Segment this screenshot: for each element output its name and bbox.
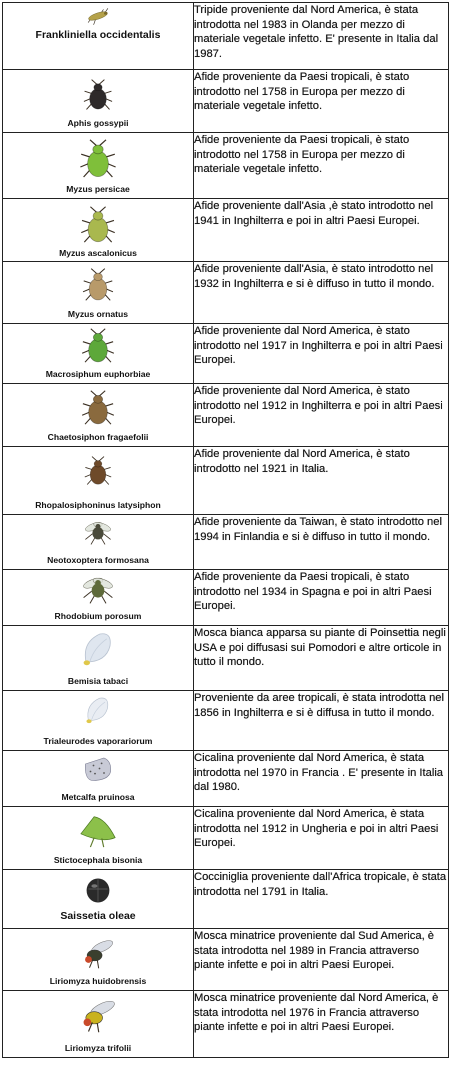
species-name: Stictocephala bisonia bbox=[53, 855, 143, 865]
species-image-cell bbox=[3, 262, 194, 324]
species-name: Myzus persicae bbox=[66, 184, 130, 194]
species-description: Cocciniglia proveniente dall'Africa tropicale, è stata introdotta nel 1791 in Italia. bbox=[194, 870, 449, 929]
species-row bbox=[3, 929, 449, 991]
species-name: Liriomyza trifolii bbox=[64, 1043, 132, 1053]
winged-aphid-icon bbox=[66, 572, 130, 604]
species-row bbox=[3, 199, 449, 262]
species-description: Proveniente da aree tropicali, è stata introdotta nel 1856 in Inghilterra e si è diffusa in tutto il mondo. bbox=[194, 691, 449, 751]
species-description: Afide proveniente da Paesi tropicali, è stato introdotto nel 1758 in Europa per mezzo di materiale vegetale infetto. bbox=[194, 70, 449, 133]
species-name: Myzus ascalonicus bbox=[59, 248, 137, 258]
planthopper-icon bbox=[69, 755, 127, 785]
species-name: Neotoxoptera formosana bbox=[47, 555, 149, 565]
dark-aphid-icon bbox=[82, 78, 114, 112]
brown-aphid-icon bbox=[83, 453, 113, 489]
species-row bbox=[3, 70, 449, 133]
species-row bbox=[3, 751, 449, 807]
species-name: Rhodobium porosum bbox=[54, 611, 142, 621]
brown-aphid-icon bbox=[76, 390, 120, 426]
species-row bbox=[3, 3, 449, 70]
whitefly-icon bbox=[68, 695, 128, 727]
treehopper-icon bbox=[70, 811, 126, 849]
species-description: Afide proveniente dal Nord America, è stato introdotto nel 1917 in Inghilterra e poi in altri Paesi Europei. bbox=[194, 324, 449, 384]
species-name: Frankliniella occidentalis bbox=[35, 29, 161, 41]
species-image-cell bbox=[3, 515, 194, 570]
species-description: Cicalina proveniente dal Nord America, è stata introdotta nel 1912 in Ungheria e poi in altri Paesi Europei. bbox=[194, 807, 449, 870]
species-image-cell bbox=[3, 691, 194, 751]
whitefly-icon bbox=[74, 630, 122, 670]
species-description: Cicalina proveniente dal Nord America, è stata introdotta nel 1970 in Francia . E' presente in Italia dal 1980. bbox=[194, 751, 449, 807]
species-row bbox=[3, 626, 449, 691]
species-row bbox=[3, 515, 449, 570]
thrips-insect-icon bbox=[63, 5, 133, 27]
species-row bbox=[3, 384, 449, 447]
species-description: Afide proveniente da Paesi tropicali, è stato introdotto nel 1934 in Spagna e poi in altri Paesi Europei. bbox=[194, 570, 449, 626]
species-name: Metcalfa pruinosa bbox=[61, 792, 135, 802]
species-image-cell bbox=[3, 447, 194, 515]
species-image-cell bbox=[3, 626, 194, 691]
species-description: Afide proveniente dal Nord America, è stato introdotto nel 1921 in Italia. bbox=[194, 447, 449, 515]
species-name: Macrosiphum euphorbiae bbox=[45, 369, 151, 379]
species-image-cell bbox=[3, 3, 194, 70]
green-aphid-icon bbox=[77, 328, 119, 364]
species-image-cell bbox=[3, 870, 194, 929]
species-name: Rhopalosiphoninus latysiphon bbox=[35, 500, 161, 510]
species-row bbox=[3, 807, 449, 870]
species-description: Mosca bianca apparsa su piante di Poinsettia negli USA e poi diffusasi sui Pomodori e altre orticole in tutto il mondo. bbox=[194, 626, 449, 691]
scale-insect-icon bbox=[78, 874, 118, 904]
species-image-cell bbox=[3, 751, 194, 807]
species-image-cell bbox=[3, 807, 194, 870]
species-image-cell bbox=[3, 199, 194, 262]
species-row bbox=[3, 991, 449, 1058]
species-name: Bemisia tabaci bbox=[67, 676, 129, 686]
species-name: Trialeurodes vaporariorum bbox=[43, 736, 153, 746]
species-description: Mosca minatrice proveniente dal Nord America, è stata introdotta nel 1976 in Francia attraverso piante infette e poi in altri Paesi Europei. bbox=[194, 991, 449, 1058]
species-image-cell bbox=[3, 70, 194, 133]
species-row bbox=[3, 324, 449, 384]
species-image-cell bbox=[3, 133, 194, 199]
species-row bbox=[3, 262, 449, 324]
species-description: Afide proveniente dal Nord America, è stato introdotto nel 1912 in Inghilterra e poi in altri Paesi Europei. bbox=[194, 384, 449, 447]
leafminer-fly-icon bbox=[70, 935, 126, 969]
species-image-cell bbox=[3, 570, 194, 626]
species-row bbox=[3, 691, 449, 751]
species-description: Afide proveniente dall'Asia, è stato introdotto nel 1932 in Inghilterra e si è diffuso in tutto il mondo. bbox=[194, 262, 449, 324]
species-row bbox=[3, 133, 449, 199]
species-name: Aphis gossypii bbox=[67, 118, 129, 128]
species-name: Liriomyza huidobrensis bbox=[49, 976, 147, 986]
species-row bbox=[3, 870, 449, 929]
green-aphid-icon bbox=[78, 137, 118, 181]
leafminer-fly-icon bbox=[76, 995, 120, 1033]
species-description: Mosca minatrice proveniente dal Sud America, è stata introdotta nel 1989 in Francia attraverso piante infette e poi in altri Paesi Europei. bbox=[194, 929, 449, 991]
species-description: Tripide proveniente dal Nord America, è stata introdotta nel 1983 in Olanda per mezzo di materiale vegetale infetto. E' presente in Italia dal 1987. bbox=[194, 3, 449, 70]
tan-aphid-icon bbox=[76, 268, 120, 302]
species-image-cell bbox=[3, 384, 194, 447]
species-name: Saissetia oleae bbox=[60, 910, 136, 922]
species-description: Afide proveniente da Taiwan, è stato introdotto nel 1994 in Finlandia e si è diffuso in tutto il mondo. bbox=[194, 515, 449, 570]
species-table bbox=[2, 2, 449, 1058]
species-image-cell bbox=[3, 929, 194, 991]
species-row bbox=[3, 570, 449, 626]
species-image-cell bbox=[3, 324, 194, 384]
species-description: Afide proveniente da Paesi tropicali, è stato introdotto nel 1758 in Europa per mezzo di materiale vegetale infetto. bbox=[194, 133, 449, 199]
species-description: Afide proveniente dall'Asia ,è stato introdotto nel 1941 in Inghilterra e poi in altri Paesi Europei. bbox=[194, 199, 449, 262]
species-row bbox=[3, 447, 449, 515]
winged-aphid-icon bbox=[71, 517, 125, 545]
pale-green-aphid-icon bbox=[79, 205, 117, 245]
species-image-cell bbox=[3, 991, 194, 1058]
species-name: Chaetosiphon fragaefolii bbox=[47, 432, 149, 442]
species-name: Myzus ornatus bbox=[67, 309, 129, 319]
